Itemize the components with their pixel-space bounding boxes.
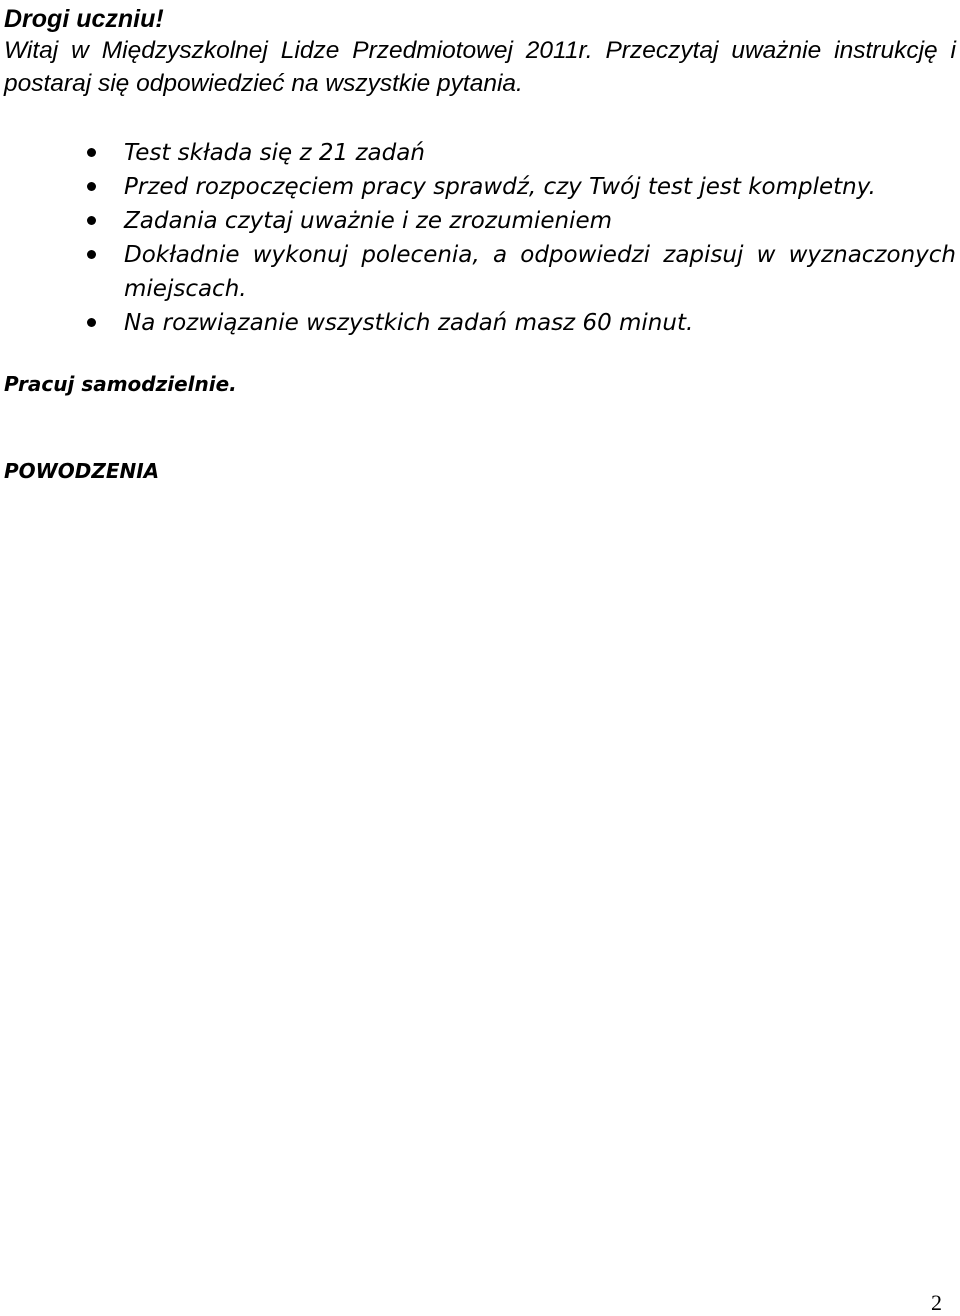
instruction-text: Test składa się z 21 zadań (124, 140, 425, 166)
bullet-icon (87, 182, 96, 191)
instruction-text: Dokładnie wykonuj polecenia, a odpowiedzi zapisuj w wyznaczonych miejscach. (124, 242, 956, 302)
instruction-item (0, 204, 956, 238)
greeting-heading: Drogi uczniu! (4, 5, 164, 33)
intro-paragraph: Witaj w Międzyszkolnej Lidze Przedmiotowej 2011r. Przeczytaj uważnie instrukcję i postaraj się odpowiedzieć na wszystkie pytania. (4, 37, 956, 97)
instruction-text: Przed rozpoczęciem pracy sprawdź, czy Twój test jest kompletny. (124, 174, 876, 200)
bullet-icon (87, 318, 96, 327)
bullet-icon (87, 148, 96, 157)
instruction-item (0, 170, 956, 204)
bullet-icon (87, 250, 96, 259)
closing-note: Pracuj samodzielnie. (4, 372, 237, 396)
instruction-item (0, 136, 956, 170)
instructions-list (0, 136, 956, 340)
good-luck-text: POWODZENIA (4, 459, 160, 483)
instruction-text: Na rozwiązanie wszystkich zadań masz 60 minut. (124, 310, 694, 336)
instruction-text: Zadania czytaj uważnie i ze zrozumieniem (124, 208, 612, 234)
instruction-item (0, 238, 956, 306)
bullet-icon (87, 216, 96, 225)
instruction-item (0, 306, 956, 340)
page-number: 2 (931, 1290, 942, 1315)
